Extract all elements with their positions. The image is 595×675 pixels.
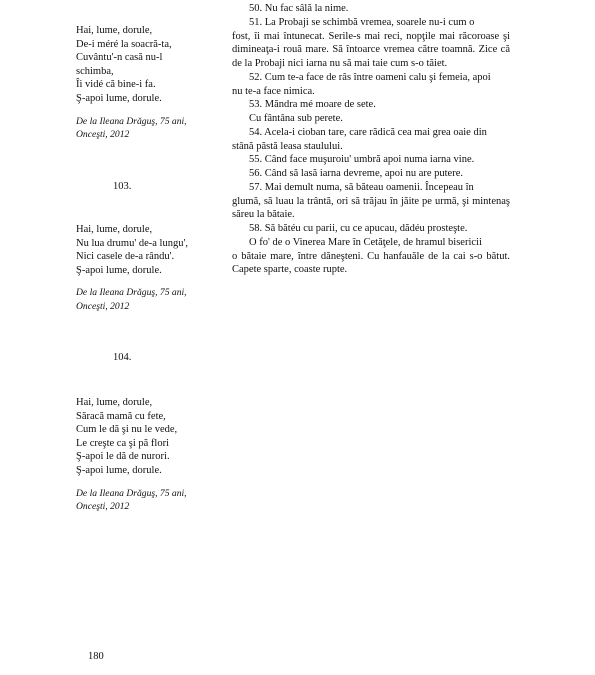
saying-53 — [232, 98, 510, 112]
poem-line: Îi vidé că bine-i fa. — [76, 79, 156, 91]
saying-continuation: fost, îi mai întunecat. Serile-s mai reci, nopţile mai răcoroase şi dimineaţa-i rouă mare. Să întoarce vremea către toamnă. Zice că de la Probaji nici iarna nu să mai taie cum s-o tăiet. — [232, 30, 510, 70]
saying-56 — [232, 167, 510, 181]
poem-104 — [76, 396, 187, 513]
saying-text: 54. Acela-i cioban tare, care rădică cea mai grea oaie din — [249, 127, 487, 138]
poem-source — [76, 286, 188, 312]
poem-102 — [76, 24, 187, 141]
saying-text: 50. Nu fac sâlă la nime. — [249, 3, 349, 14]
poem-line: De-i méré la soacră-ta, — [76, 38, 172, 50]
source-place-year: Onceşti, 2012 — [76, 500, 130, 512]
saying-51 — [232, 16, 510, 71]
saying-57 — [232, 181, 510, 222]
saying-54 — [232, 126, 510, 153]
saying-55 — [232, 153, 510, 167]
saying-continuation: stână păstă leasa staulului. — [232, 140, 343, 152]
poem-103 — [76, 223, 188, 313]
saying-text: O fo' de o Vinerea Mare în Cetăţele, de hramul bisericii — [249, 237, 482, 248]
saying-continuation: nu te-a face nimica. — [232, 85, 315, 97]
saying-text: Cu fântâna sub perete. — [249, 113, 343, 124]
saying-text: 55. Când face muşuroiu' umbră apoi numa iarna vine. — [249, 154, 475, 165]
saying-text: 53. Măndra mé moare de sete. — [249, 99, 376, 110]
saying-53-line2 — [232, 112, 510, 126]
source-informant: De la Ileana Drăguş, 75 ani, — [76, 487, 187, 499]
source-place-year: Onceşti, 2012 — [76, 128, 130, 140]
saying-continuation: o bătaie mare, între dăneşteni. Cu hanfauăle de la cai s-o bătut. Capete sparte, coaste rupte. — [232, 250, 510, 276]
source-place-year: Onceşti, 2012 — [76, 300, 130, 312]
poem-line: Cuvântu'-n casă nu-l — [76, 52, 163, 64]
saying-continuation: glumă, să luau la trântă, ori să trăjau în jăite pe urmă, şi mintenaş săreu la bătaie. — [232, 195, 510, 221]
saying-58 — [232, 222, 510, 236]
poem-line: Săracă mamă cu fete, — [76, 410, 166, 422]
poem-line: Le creşte ca şi pă flori — [76, 437, 169, 449]
saying-text: 57. Mai demult numa, să băteau oamenii. Începeau în — [249, 182, 474, 193]
poem-line: Ş-apoi lume, dorule. — [76, 92, 162, 104]
saying-text: 56. Când să lasă iarna devreme, apoi nu are putere. — [249, 168, 463, 179]
saying-text: 52. Cum te-a face de râs între oameni calu şi femeia, apoi — [249, 72, 491, 83]
poem-line: Ş-apoi lume, dorule. — [76, 264, 162, 276]
poem-number: 103. — [113, 181, 132, 192]
poem-source — [76, 115, 187, 141]
poem-line: Nici casele de-a rându'. — [76, 251, 175, 263]
poem-line: Hai, lume, dorule, — [76, 224, 153, 235]
source-informant: De la Ileana Drăguş, 75 ani, — [76, 287, 187, 299]
saying-text: 58. Să bătéu cu parii, cu ce apucau, dădéu prosteşte. — [249, 223, 468, 234]
saying-text: 51. La Probaji se schimbă vremea, soarele nu-i cum o — [249, 17, 475, 28]
saying-50 — [232, 2, 510, 16]
poem-line: Hai, lume, dorule, — [76, 397, 153, 408]
poem-line: Ş-apoi lume, dorule. — [76, 464, 162, 476]
poem-line: Ş-apoi le dă de nurori. — [76, 451, 170, 463]
source-informant: De la Ileana Drăguş, 75 ani, — [76, 115, 187, 127]
poem-line: Hai, lume, dorule, — [76, 25, 153, 36]
poem-line: schimba, — [76, 65, 114, 77]
saying-52 — [232, 71, 510, 98]
saying-vinerea-mare — [232, 236, 510, 277]
poem-line: Cum le dă şi nu le vede, — [76, 424, 178, 436]
poem-number: 104. — [113, 352, 132, 363]
poem-source — [76, 487, 187, 513]
page-number: 180 — [88, 651, 104, 662]
poem-line: Nu lua drumu' de-a lungu', — [76, 237, 188, 249]
